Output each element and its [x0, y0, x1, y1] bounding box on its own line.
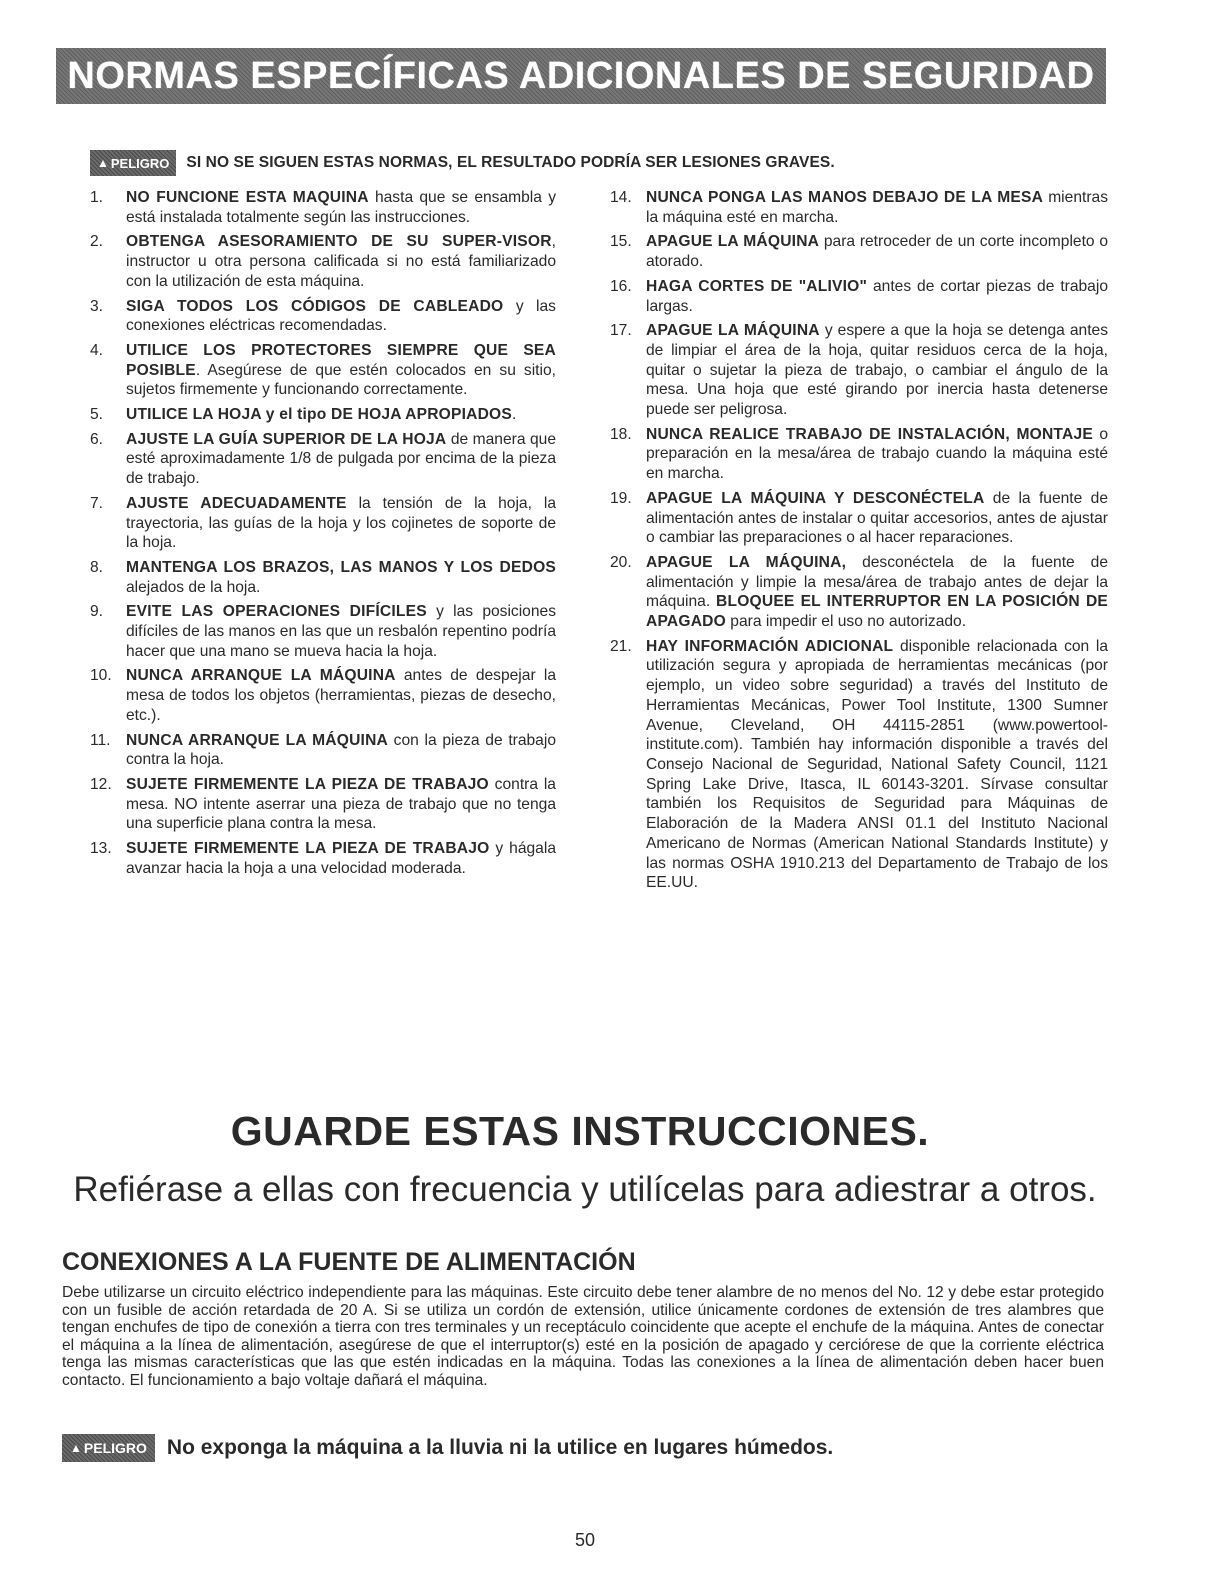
rule-text: , instructor u otra persona calificada si no está familiarizado con la utilización de esta máquina.	[126, 233, 556, 290]
save-instructions-subtitle: Refiérase a ellas con frecuencia y utilícelas para adiestrar a otros.	[73, 1170, 1097, 1209]
rule-body	[126, 602, 556, 661]
rule-text: .	[511, 406, 517, 424]
rule-body	[126, 405, 556, 425]
rule-number: 10.	[90, 667, 112, 685]
rule-heading: NUNCA ARRANQUE LA MÁQUINA	[126, 667, 396, 685]
rule-number: 11.	[90, 731, 111, 749]
rule-item	[88, 602, 556, 661]
rule-text: para retroceder de un corte incompleto o atorado.	[646, 233, 1108, 271]
rule-text: contra la mesa. NO intente aserrar una pieza de trabajo que no tenga una superficie plana contra la mesa.	[126, 775, 556, 833]
rule-heading: SUJETE FIRMEMENTE LA PIEZA DE TRABAJO	[126, 775, 489, 793]
rule-number: 15.	[610, 233, 632, 251]
rule-number: 8.	[90, 558, 104, 576]
rule-item	[88, 731, 556, 770]
rule-text: o preparación en la mesa/área de trabajo cuando la máquina esté en marcha.	[646, 425, 1108, 483]
rule-heading: SUJETE FIRMEMENTE LA PIEZA DE TRABAJO	[126, 840, 490, 858]
rule-text: antes de cortar piezas de trabajo largas.	[646, 277, 1108, 315]
rule-heading: MANTENGA LOS BRAZOS, LAS MANOS Y LOS DEDOS	[126, 558, 556, 576]
rule-number: 21.	[610, 637, 632, 655]
rule-heading: UTILICE LOS PROTECTORES SIEMPRE QUE SEA POSIBLE	[126, 341, 556, 379]
rule-item	[88, 297, 556, 336]
rule-body	[126, 297, 556, 336]
rule-item	[88, 775, 556, 834]
power-connections-body: Debe utilizarse un circuito eléctrico independiente para las máquinas. Este circuito debe tener alambre de no menos del No. 12 y debe estar protegido con un fusible de acción retardada de 20 A. Si se utiliza un cordón de extensión, utilice únicamente cordones de extensión de tres alambres que tengan enchufes de tipo de conexión a tierra con tres terminales y un receptáculo coincidente que acepte el enchufe de la máquina. Antes de conectar el máquina a la línea de alimentación, asegúrese de que el interruptor(s) esté en la posición de apagado y cerciórese de que la corriente eléctrica tenga las mismas características que las que estén indicadas en la máquina. Todas las conexiones a la línea de alimentación deben hacer buen contacto. El funcionamiento a bajo voltaje dañará el máquina.	[62, 1284, 1104, 1389]
rule-number: 19.	[610, 489, 632, 507]
rule-heading: AJUSTE ADECUADAMENTE	[126, 494, 347, 512]
rule-body	[646, 489, 1108, 548]
rule-number: 4.	[90, 341, 104, 359]
rule-number: 17.	[610, 322, 632, 340]
rule-body	[646, 637, 1108, 893]
rule-number: 18.	[610, 425, 632, 443]
rule-text: con la pieza de trabajo contra la hoja.	[126, 731, 556, 769]
rule-number: 7.	[90, 494, 104, 512]
moisture-warning-text: No exponga la máquina a la lluvia ni la utilice en lugares húmedos.	[166, 1436, 834, 1459]
rule-number: 20.	[610, 553, 632, 571]
danger-badge-label: PELIGRO	[110, 155, 170, 171]
rule-item	[88, 839, 556, 878]
rule-item	[608, 637, 1108, 893]
rule-item	[608, 277, 1108, 316]
rules-column-right	[608, 188, 1108, 898]
rule-text: de manera que esté aproximadamente 1/8 de pulgada por encima de la pieza de trabajo.	[126, 430, 557, 488]
page-title: NORMAS ESPECÍFICAS ADICIONALES DE SEGURIDAD	[67, 54, 1095, 97]
page-banner	[56, 48, 1106, 104]
power-connections-title: CONEXIONES A LA FUENTE DE ALIMENTACIÓN	[62, 1248, 636, 1276]
rule-heading: NUNCA REALICE TRABAJO DE INSTALACIÓN, MONTAJE	[646, 425, 1093, 443]
rule-heading: HAY INFORMACIÓN ADICIONAL	[646, 637, 894, 655]
rule-item	[608, 553, 1108, 632]
rule-text: y hágala avanzar hacia la hoja a una velocidad moderada.	[126, 840, 556, 877]
rule-item	[608, 232, 1108, 271]
rule-item	[88, 341, 556, 400]
rule-heading: APAGUE LA MÁQUINA	[646, 233, 820, 251]
rule-body	[646, 232, 1108, 271]
danger-badge	[90, 150, 176, 176]
moisture-warning	[62, 1434, 833, 1462]
rule-body	[646, 321, 1108, 420]
rule-body	[126, 341, 556, 400]
rule-heading: UTILICE LA HOJA y el tipo DE HOJA APROPIADOS	[126, 406, 512, 424]
danger-warning-text: SI NO SE SIGUEN ESTAS NORMAS, EL RESULTADO PODRÍA SER LESIONES GRAVES.	[186, 154, 835, 171]
rule-number: 14.	[610, 189, 632, 206]
rule-number: 9.	[90, 603, 104, 621]
rule-text: desconéctela de la fuente de alimentación y limpie la mesa/área de trabajo antes de dejar la máquina.	[646, 553, 1109, 611]
rule-item	[608, 188, 1108, 227]
rule-body	[126, 188, 556, 227]
rule-text: y espere a que la hoja se detenga antes de limpiar el área de la hoja, quitar residuos cerca de la hoja, quitar o sujetar la pieza de trabajo, o cambiar el ángulo de la mesa. Una hoja que esté girando por inercia hasta detenerse puede ser peligrosa.	[646, 322, 1108, 419]
rule-body	[646, 277, 1108, 316]
rule-text: hasta que se ensambla y está instalada totalmente según las instrucciones.	[126, 189, 556, 226]
danger-warning	[90, 150, 835, 176]
rule-text: alejados de la hoja.	[126, 578, 261, 596]
rule-heading-secondary: BLOQUEE EL INTERRUPTOR EN LA POSICIÓN DE APAGADO	[646, 593, 1109, 631]
rule-heading: APAGUE LA MÁQUINA Y DESCONÉCTELA	[646, 489, 985, 507]
rule-text: antes de despejar la mesa de todos los objetos (herramientas, piezas de desecho, etc.).	[126, 667, 556, 724]
page-number: 50	[574, 1530, 596, 1550]
rule-heading: SIGA TODOS LOS CÓDIGOS DE CABLEADO	[126, 297, 504, 315]
rule-heading: NUNCA PONGA LAS MANOS DEBAJO DE LA MESA	[646, 189, 1044, 206]
rule-text: y las conexiones eléctricas recomendadas.	[126, 297, 556, 335]
rule-body	[126, 731, 556, 770]
rule-body	[126, 839, 556, 878]
rule-heading: NUNCA ARRANQUE LA MÁQUINA	[126, 731, 388, 749]
rule-text: mientras la máquina esté en marcha.	[646, 189, 1108, 226]
rule-body	[126, 430, 556, 489]
rule-body	[126, 666, 556, 725]
warning-triangle-icon: ▲	[97, 156, 109, 170]
rule-number: 13.	[90, 840, 112, 858]
rule-text: y las posiciones difíciles de las manos en las que un resbalón repentino podría hacer que una mano se mueva hacia la hoja.	[126, 603, 556, 660]
rule-heading: APAGUE LA MÁQUINA,	[646, 553, 847, 571]
rule-item	[88, 494, 556, 553]
rule-item	[608, 425, 1108, 484]
rule-body	[646, 553, 1108, 632]
rules-column-left	[88, 188, 556, 884]
rule-number: 3.	[90, 297, 104, 315]
rule-heading: APAGUE LA MÁQUINA	[646, 322, 820, 340]
rule-number: 6.	[90, 430, 104, 448]
rule-item	[608, 489, 1108, 548]
rule-text: . Asegúrese de que estén colocados en su sitio, sujetos firmemente y funcionando correctamente.	[126, 361, 556, 399]
rule-item	[88, 558, 556, 597]
rule-text: disponible relacionada con la utilización segura y apropiada de herramientas mecánicas (por ejemplo, un video sobre seguridad) a través del Instituto de Herramientas Mecánicas, Power Tool Institute, 1300 Sumner Avenue, Cleveland, OH 44115-2851 (www.powertool-institute.com). También hay información disponible a través del Consejo Nacional de Seguridad, National Safety Council, 1121 Spring Lake Drive, Itasca, IL 60143-3201. Sírvase consultar también los Requisitos de Seguridad para Máquinas de Elaboración de la Madera ANSI 01.1 del Instituto Nacional Americano de Normas (American National Standards Institute) y las normas OSHA 1910.213 del Departamento de Trabajo de los EE.UU.	[646, 637, 1108, 892]
rule-heading: NO FUNCIONE ESTA MAQUINA	[126, 189, 369, 206]
rule-item	[88, 232, 556, 291]
rule-body	[126, 494, 556, 553]
rule-number: 1.	[90, 189, 104, 206]
danger-badge-label: PELIGRO	[83, 1440, 147, 1456]
rule-number: 16.	[610, 277, 632, 295]
rule-body	[646, 425, 1108, 484]
rule-heading: AJUSTE LA GUÍA SUPERIOR DE LA HOJA	[126, 430, 447, 448]
rule-heading: HAGA CORTES DE "ALIVIO"	[646, 277, 868, 295]
rule-heading: EVITE LAS OPERACIONES DIFÍCILES	[126, 603, 427, 621]
danger-badge	[62, 1434, 155, 1462]
rule-item	[88, 405, 556, 425]
rule-heading: OBTENGA ASESORAMIENTO DE SU SUPER-VISOR	[126, 233, 552, 251]
rule-item	[608, 321, 1108, 420]
rule-text: de la fuente de alimentación antes de instalar o quitar accesorios, antes de ajustar o cambiar las preparaciones o al hacer reparaciones.	[646, 489, 1109, 547]
warning-triangle-icon: ▲	[70, 1441, 82, 1455]
rule-text: la tensión de la hoja, la trayectoria, las guías de la hoja y los cojinetes de soporte de la hoja.	[126, 494, 556, 552]
rule-number: 2.	[90, 233, 104, 251]
rule-body	[126, 232, 556, 291]
rule-body	[126, 775, 556, 834]
rule-text-secondary: para impedir el uso no autorizado.	[725, 613, 967, 631]
rule-number: 12.	[90, 775, 112, 793]
rule-body	[126, 558, 556, 597]
save-instructions-title: GUARDE ESTAS INSTRUCCIONES.	[230, 1108, 930, 1154]
rule-number: 5.	[90, 406, 104, 424]
rule-item	[88, 188, 556, 227]
rule-item	[88, 430, 556, 489]
rule-item	[88, 666, 556, 725]
rule-body	[646, 188, 1108, 227]
